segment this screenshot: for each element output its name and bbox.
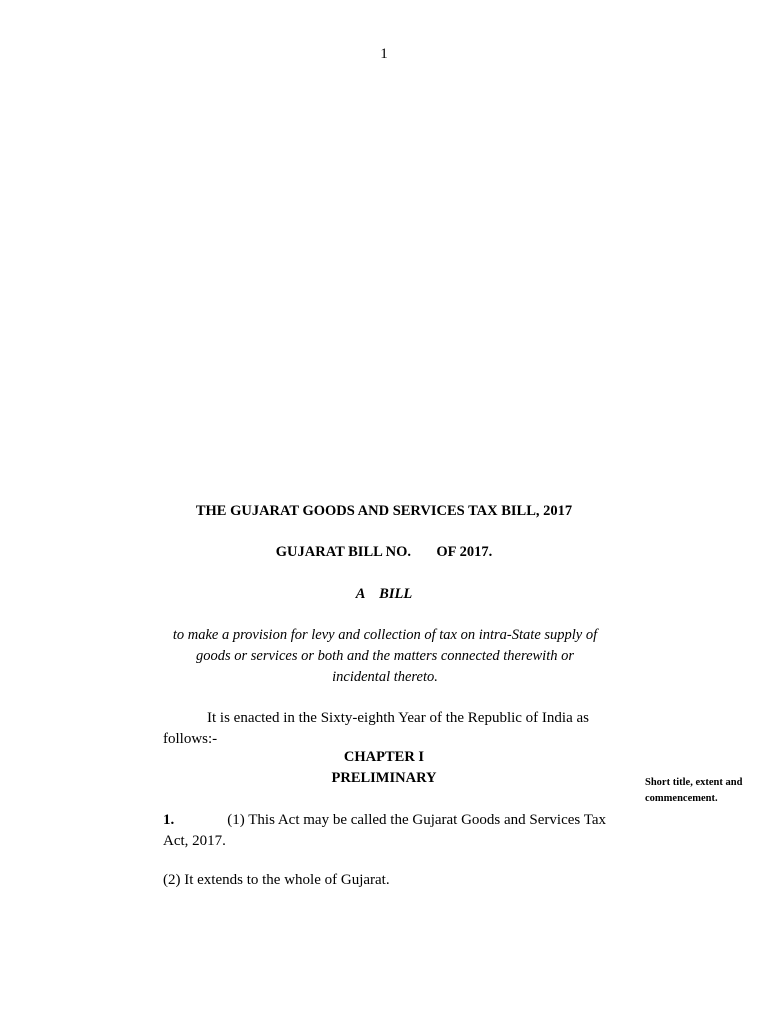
marginal-note	[645, 775, 760, 807]
long-title-line: goods or services or both and the matters connected therewith or	[195, 648, 575, 664]
long-title	[156, 625, 614, 688]
enacting-formula-line: follows:-	[163, 731, 218, 747]
section-number: 1.	[163, 812, 175, 828]
section-1-first-line	[163, 810, 606, 831]
chapter-number: CHAPTER I	[343, 749, 425, 765]
enacting-formula	[163, 708, 606, 750]
subsection-2: (2) It extends to the whole of Gujarat.	[163, 872, 390, 888]
section-1-text-continued: Act, 2017.	[163, 833, 226, 849]
enacting-formula-line: It is enacted in the Sixty-eighth Year of the Republic of India as	[207, 710, 589, 726]
marginal-note-line: Short title, extent and	[645, 777, 743, 788]
long-title-line: to make a provision for levy and collection of tax on intra-State supply of	[172, 627, 598, 643]
bill-title: THE GUJARAT GOODS AND SERVICES TAX BILL, 2017	[195, 503, 573, 519]
bill-number: GUJARAT BILL NO. OF 2017.	[275, 544, 493, 560]
long-title-line: incidental thereto.	[332, 669, 438, 685]
bill-label: A BILL	[355, 586, 413, 602]
page-number: 1	[380, 46, 388, 62]
chapter-title: PRELIMINARY	[331, 770, 437, 786]
marginal-note-line: commencement.	[645, 793, 718, 804]
section-1	[163, 810, 606, 852]
section-1-text: (1) This Act may be called the Gujarat Goods and Services Tax	[227, 812, 606, 828]
